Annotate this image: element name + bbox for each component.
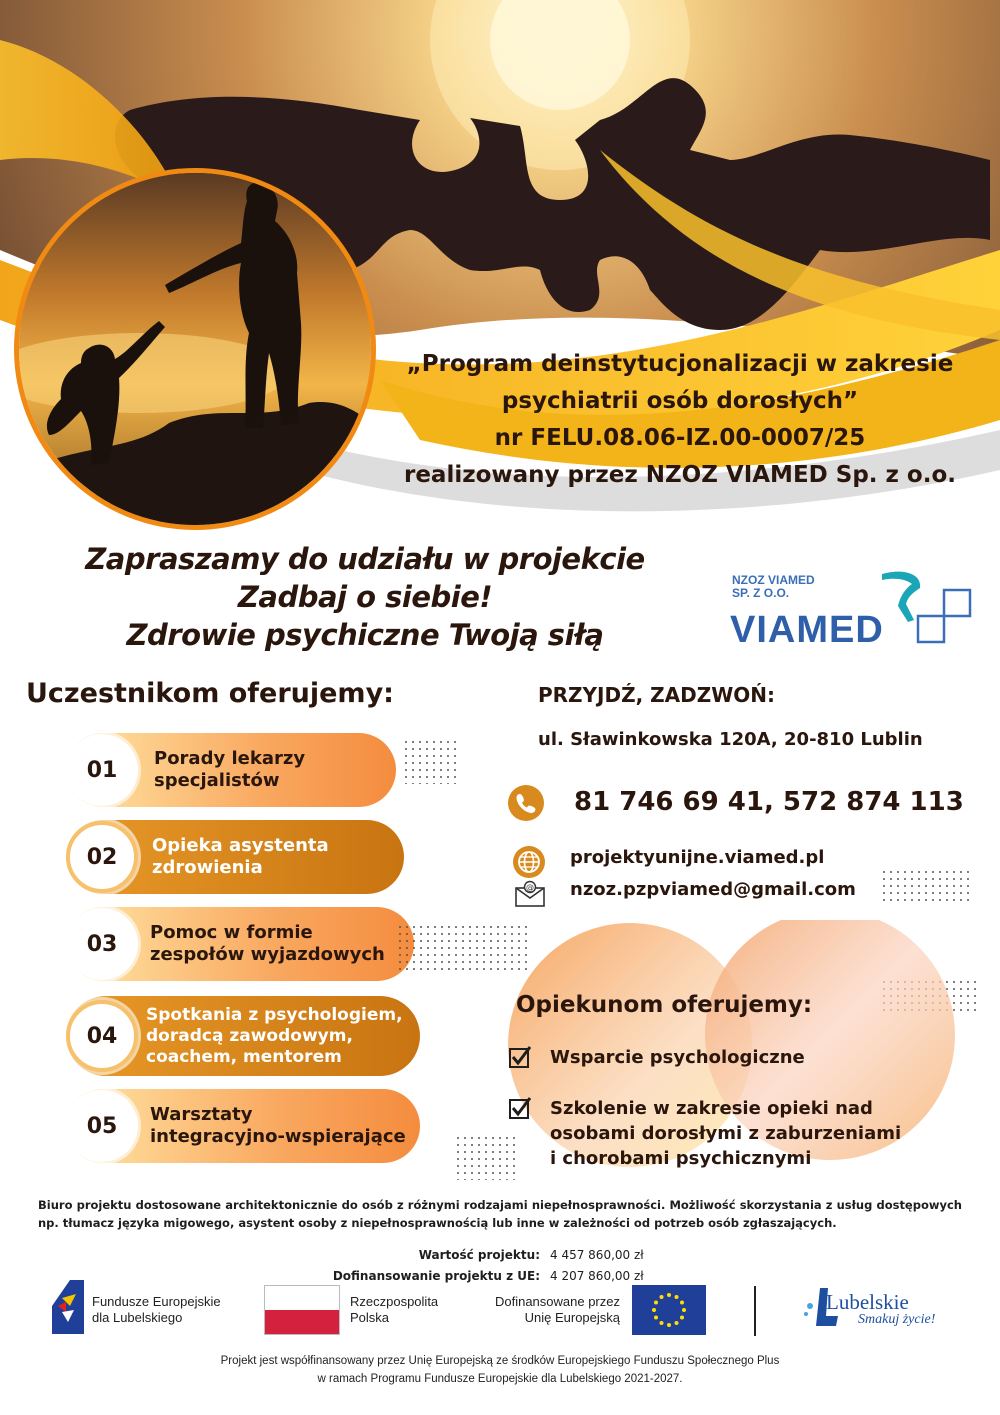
contact-heading: PRZYJDŹ, ZADZWOŃ: xyxy=(538,683,776,707)
accessibility-note: Biuro projektu dostosowane architektonicznie do osób z różnymi rodzajami niepełnosprawności. Możliwość skorzystania z usług dostępowych np. tłumacz języka migowego, asystent osoby z niepełnosprawnością lub inne w zależności od potrzeb osób zgłaszających. xyxy=(38,1198,962,1230)
participants-heading: Uczestnikom oferujemy: xyxy=(26,678,394,709)
offer-number: 02 xyxy=(66,821,138,893)
european-funds-line-2: dla Lubelskiego xyxy=(92,1310,183,1325)
lubelskie-logo-slogan: Smakuj życie! xyxy=(858,1312,936,1327)
caregivers-item-text: Szkolenie w zakresie opieki nad xyxy=(550,1098,873,1119)
caregivers-item-text: Wsparcie psychologiczne xyxy=(550,1047,805,1068)
offer-text-line: Opieka asystenta xyxy=(152,835,329,856)
helping-hand-photo xyxy=(14,168,376,530)
eu-cofinancing-label: Dofinansowanie projektu z UE: xyxy=(332,1269,540,1283)
offer-text-line: zespołów wyjazdowych xyxy=(150,944,385,965)
poland-line-1: Rzeczpospolita xyxy=(350,1294,439,1309)
offer-text-line: Porady lekarzy xyxy=(154,748,306,769)
offer-item-5 xyxy=(66,1089,420,1163)
invite-line-3: Zdrowie psychiczne Twoją siłą xyxy=(126,618,604,652)
checkbox-icon xyxy=(508,1045,532,1069)
program-line-1: „Program deinstytucjonalizacji w zakresie xyxy=(406,351,954,377)
program-line-3: nr FELU.08.06-IZ.00-0007/25 xyxy=(494,425,866,451)
european-funds-line-1: Fundusze Europejskie xyxy=(92,1294,221,1309)
offer-number: 03 xyxy=(66,908,138,980)
viamed-logo-line-1: NZOZ VIAMED xyxy=(732,573,815,587)
offer-text-line: Pomoc w formie xyxy=(150,922,313,943)
project-value-label: Wartość projektu: xyxy=(418,1248,540,1262)
logo-separator xyxy=(754,1286,756,1336)
offer-text-line: integracyjno-wspierające xyxy=(150,1126,406,1147)
eu-line-2: Unię Europejską xyxy=(524,1310,620,1325)
european-funds-logo-icon xyxy=(48,1276,88,1338)
caregivers-heading: Opiekunom oferujemy: xyxy=(516,992,813,1018)
caregivers-item-text: osobami dorosłymi z zaburzeniami xyxy=(550,1123,902,1144)
offer-item-2 xyxy=(66,820,404,894)
poland-logo-text xyxy=(350,1294,438,1326)
phone-icon xyxy=(508,785,544,821)
viamed-logo-line-2: SP. Z O.O. xyxy=(732,586,790,600)
offer-text-line: specjalistów xyxy=(154,770,280,791)
eu-line-1: Dofinansowane przez xyxy=(494,1294,620,1309)
caregivers-item-2 xyxy=(550,1096,901,1171)
dot-pattern-decoration xyxy=(882,870,972,906)
offer-number: 01 xyxy=(66,734,138,806)
cofinancing-note-line-2: w ramach Programu Fundusze Europejskie dla Lubelskiego 2021-2027. xyxy=(317,1373,683,1385)
caregivers-item-1 xyxy=(550,1045,805,1070)
viamed-logo-name: VIAMED xyxy=(730,609,884,651)
program-line-4: realizowany przez NZOZ VIAMED Sp. z o.o. xyxy=(403,462,956,488)
european-funds-logo-text xyxy=(92,1294,221,1326)
offer-text-line: zdrowienia xyxy=(152,857,263,878)
contact-address: ul. Sławinkowska 120A, 20-810 Lublin xyxy=(538,729,923,750)
contact-phone[interactable]: 81 746 69 41, 572 874 113 xyxy=(574,787,964,817)
invite-line-1: Zapraszamy do udziału w projekcie xyxy=(85,542,645,576)
offer-text-line: coachem, mentorem xyxy=(146,1046,342,1067)
offer-text-line: Warsztaty xyxy=(150,1104,253,1125)
cofinancing-note xyxy=(100,1352,900,1388)
email-icon xyxy=(514,880,546,908)
offer-item-1 xyxy=(66,733,396,807)
eu-flag-icon xyxy=(632,1285,706,1335)
offer-text-line: Spotkania z psychologiem, xyxy=(146,1004,403,1025)
offer-number: 04 xyxy=(66,1000,138,1072)
contact-website[interactable]: projektyunijne.viamed.pl xyxy=(570,847,825,868)
invitation-heading xyxy=(40,540,690,654)
viamed-mark-icon xyxy=(874,566,974,648)
lubelskie-logo-name: Lubelskie xyxy=(826,1290,909,1314)
offer-item-3 xyxy=(66,907,414,981)
offer-text-line: doradcą zawodowym, xyxy=(146,1025,353,1046)
eu-logo-text xyxy=(450,1294,620,1326)
invite-line-2: Zadbaj o siebie! xyxy=(237,580,493,614)
poland-line-2: Polska xyxy=(350,1310,390,1325)
globe-icon xyxy=(512,845,546,879)
caregivers-item-text: i chorobami psychicznymi xyxy=(550,1148,812,1169)
eu-cofinancing-amount: 4 207 860,00 zł xyxy=(550,1269,644,1283)
checkbox-icon xyxy=(508,1096,532,1120)
offer-number: 05 xyxy=(66,1090,138,1162)
project-value-amount: 4 457 860,00 zł xyxy=(550,1248,644,1262)
poland-flag-icon xyxy=(264,1285,340,1335)
cofinancing-note-line-1: Projekt jest współfinansowany przez Unię Europejską ze środków Europejskiego Funduszu Społecznego Plus xyxy=(220,1355,780,1367)
svg-text:@: @ xyxy=(526,883,534,892)
program-line-2: psychiatrii osób dorosłych” xyxy=(501,388,859,414)
program-title xyxy=(380,346,980,494)
dot-pattern-decoration xyxy=(404,740,460,784)
contact-email[interactable]: nzoz.pzpviamed@gmail.com xyxy=(570,879,856,900)
offer-item-4 xyxy=(66,996,420,1076)
viamed-logo xyxy=(724,566,974,656)
